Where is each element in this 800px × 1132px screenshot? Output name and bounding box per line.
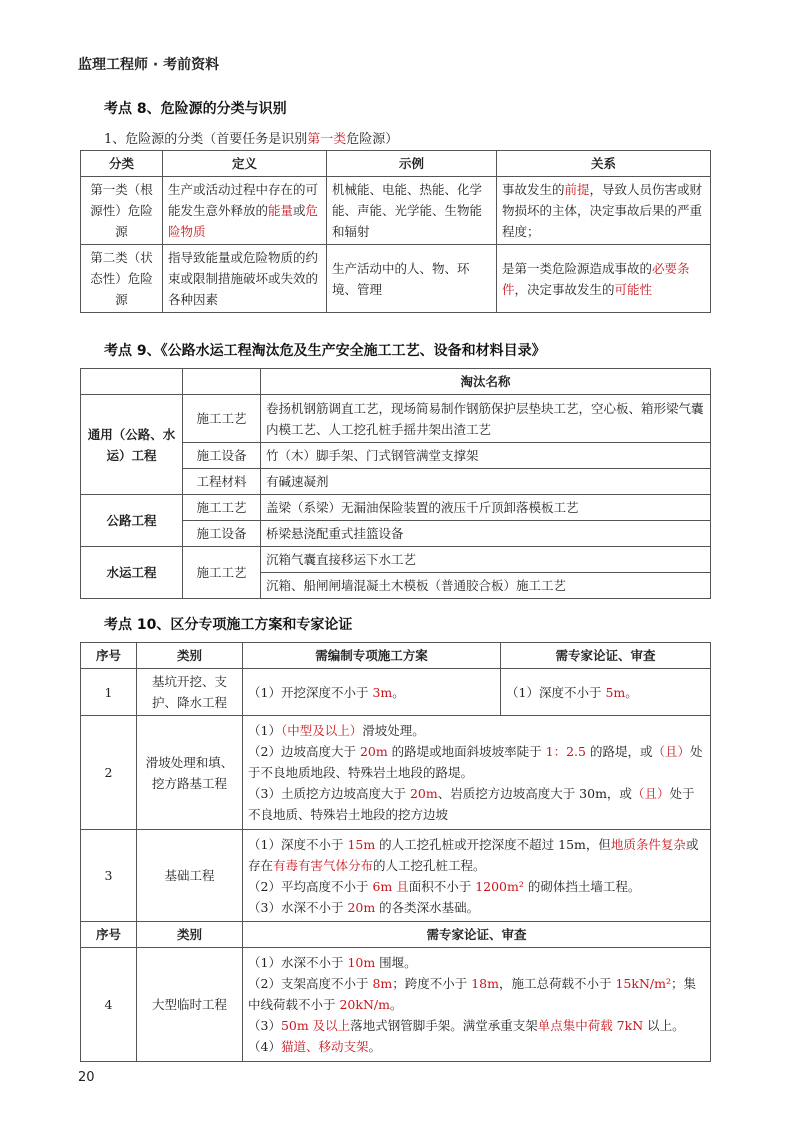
text: 。 [389,997,403,1012]
table-row [81,547,711,573]
cell-category: 基坑开挖、支护、降水工程 [137,669,243,716]
cell-type: 施工工艺 [183,495,261,521]
text: （1）深度不小于 [506,684,606,700]
red-text: 15m [347,836,376,852]
cell-relation [497,177,711,245]
text: 。 [368,1039,381,1054]
item-line [248,897,705,918]
red-text: 20m [359,744,388,759]
red-text: （且） [631,786,670,801]
cell-example: 机械能、电能、热能、化学能、声能、光学能、生物能和辐射 [327,177,497,245]
text: 的人工挖孔桩工程。 [373,857,486,873]
col-header-expert: 需专家论证、审查 [501,643,711,669]
text: 或存在 [248,836,699,873]
cell-items: 沉箱、船闸闸墙混凝土木模板（普通胶合板）施工工艺 [261,573,711,599]
cell-type: 工程材料 [183,469,261,495]
cell-items: 沉箱气囊直接移运下水工艺 [261,547,711,573]
table-row [81,830,711,922]
text: 的路堤或地面斜坡坡率陡于 [387,744,546,759]
group-general: 通用（公路、水运）工程 [81,395,183,495]
blank-header [183,369,261,395]
red-text: 猫道、移动支架 [280,1039,369,1054]
col-header-plan: 需编制专项施工方案 [243,643,501,669]
text: （3）水深不小于 [248,899,348,915]
cell-type: 施工设备 [183,443,261,469]
text: 的路堤，或 [586,744,653,759]
item-line [248,783,705,825]
cell-type: 施工工艺 [183,547,261,599]
text: 滑坡处理。 [362,723,425,738]
text: 是第一类危险源造成事故的 [502,260,653,276]
col-header-example: 示例 [327,151,497,177]
text: （2）边坡高度大于 [248,744,360,759]
page-number: 20 [78,1070,95,1085]
text: ；跨度不小于 [392,976,472,991]
text: （3）土质挖方边坡高度大于 [248,786,410,801]
cell-category: 第二类（状态性）危险源 [81,245,163,313]
cell-definition: 指导致能量或危险物质的约束或限制措施破坏或失效的各种因素 [163,245,327,313]
cell-category: 滑坡处理和填、挖方路基工程 [137,716,243,830]
text: 处于不良地质、特殊岩土地段的挖方边坡 [248,786,695,822]
text: 围堰。 [375,955,417,970]
table-row [81,716,711,830]
text: 的各类深水基础。 [375,899,480,915]
red-text: 8m [372,976,393,991]
cell-category: 基础工程 [137,830,243,922]
red-text: 3m [372,684,393,700]
red-text: 20kN/m [339,997,390,1012]
col-header-no: 序号 [81,922,137,948]
item-line [248,1015,705,1036]
text: （1）深度不小于 [248,836,348,852]
text: （2）平均高度不小于 [248,878,373,894]
table-row [81,948,711,1062]
group-highway: 公路工程 [81,495,183,547]
red-text: 有毒有害气体分布 [273,857,374,873]
blank-header [81,369,183,395]
text: ，施工总荷载不小于 [499,976,616,991]
text: 事故发生的 [502,182,565,197]
table-row [81,669,711,716]
cell-expert [501,669,711,716]
col-header-category: 分类 [81,151,163,177]
red-text: （中型及以上） [280,723,363,738]
item-line [248,834,705,876]
cell-relation [497,245,711,313]
col-header-definition: 定义 [163,151,327,177]
item-line [248,741,705,783]
red-text: 18m [471,976,499,991]
section-8-subtitle [104,128,398,147]
text: （1）开挖深度不小于 [248,684,373,700]
group-waterway: 水运工程 [81,547,183,599]
red-text: （且） [652,744,690,759]
obsolete-process-table [80,368,711,599]
red-text: 50m 及以上 [280,1018,351,1033]
cell-no: 2 [81,716,137,830]
col-header-no: 序号 [81,643,137,669]
cell-content [243,830,711,922]
red-text: 1200m² [475,878,524,894]
red-text: 20m [409,786,438,801]
red-text: 可能性 [614,281,653,297]
cell-type: 施工设备 [183,521,261,547]
text: ，导致人员伤害或财物损坏的主体，决定事故后果的严重程度； [502,182,703,239]
cell-example: 生产活动中的人、物、环境、管理 [327,245,497,313]
subtitle-suffix: 危险源） [346,132,399,147]
red-text: 前提 [564,182,590,197]
cell-items: 卷扬机钢筋调直工艺，现场简易制作钢筋保护层垫块工艺，空心板、箱形梁气囊内模工艺、人工挖孔桩手摇井架出渣工艺 [261,395,711,443]
text: 的人工挖孔桩或开挖深度不超过 15m，但 [375,836,611,852]
cell-no: 3 [81,830,137,922]
cell-definition [163,177,327,245]
text: 面积不小于 [408,878,476,894]
text: 生产或活动过程中存在的可能发生意外释放的 [168,182,319,218]
col-header-obsolete-name: 淘汰名称 [261,369,711,395]
cell-items: 竹（木）脚手架、门式钢管满堂支撑架 [261,443,711,469]
cell-plan [243,669,501,716]
cell-content [243,948,711,1062]
subtitle-text: 1、危险源的分类（首要任务是识别 [104,132,308,147]
text: （1）水深不小于 [248,955,348,970]
text: 处于不良地质地段、特殊岩土地段的路堤。 [248,744,703,780]
col-header-relation: 关系 [497,151,711,177]
hazard-table [80,150,711,313]
item-line [248,876,705,897]
cell-no: 1 [81,669,137,716]
cell-category: 大型临时工程 [137,948,243,1062]
cell-content [243,716,711,830]
section-8-title: 考点 8、危险源的分类与识别 [104,101,287,117]
text: （2）支架高度不小于 [248,976,373,991]
text: 的砌体挡土墙工程。 [523,878,641,894]
red-text: 20m [347,899,376,915]
text: 、岩质挖方边坡高度大于 30m，或 [437,786,632,801]
red-text: 地质条件复杂 [610,836,686,852]
table-row [81,495,711,521]
item-line [248,720,705,741]
cell-items: 有碱速凝剂 [261,469,711,495]
text: 或 [293,203,306,218]
subtitle-red: 第一类 [307,132,347,147]
item-line [248,973,705,1015]
text: 。 [625,684,638,700]
table-row [81,395,711,443]
text: （1） [248,723,281,738]
table-row [81,177,711,245]
text: （3） [248,1018,281,1033]
col-header-category: 类别 [137,922,243,948]
item-line [248,1036,705,1057]
red-text: 危险物质 [168,203,319,239]
cell-items: 桥梁悬浇配重式挂篮设备 [261,521,711,547]
table-row [81,245,711,313]
cell-type: 施工工艺 [183,395,261,443]
special-plan-table [80,642,711,1062]
red-text: 1：2.5 [545,744,586,759]
text: ；集中线荷载不小于 [248,976,696,1012]
col-header-expert: 需专家论证、审查 [243,922,711,948]
red-text: 15kN/m² [615,976,671,991]
cell-no: 4 [81,948,137,1062]
section-10-title: 考点 10、区分专项施工方案和专家论证 [104,617,353,633]
item-line [248,952,705,973]
text: （4） [248,1039,281,1054]
red-text: 10m [347,955,376,970]
text: ，决定事故发生的 [514,281,615,297]
text: 以上。 [643,1018,685,1033]
text: 落地式钢管脚手架。满堂承重支架 [350,1018,538,1033]
text: 。 [392,684,405,700]
cell-category: 第一类（根源性）危险源 [81,177,163,245]
red-text: 单点集中荷载 7kN [537,1018,644,1033]
section-9-title: 考点 9、《公路水运工程淘汰危及生产安全施工工艺、设备和材料目录》 [104,343,546,359]
page-header: 监理工程师 · 考前资料 [78,57,220,73]
red-text: 5m [605,684,626,700]
red-text: 必要条件 [502,260,690,297]
col-header-category: 类别 [137,643,243,669]
red-text: 6m 且 [372,878,409,894]
red-text: 能量 [268,203,294,218]
cell-items: 盖梁（系梁）无漏油保险装置的液压千斤顶卸落模板工艺 [261,495,711,521]
